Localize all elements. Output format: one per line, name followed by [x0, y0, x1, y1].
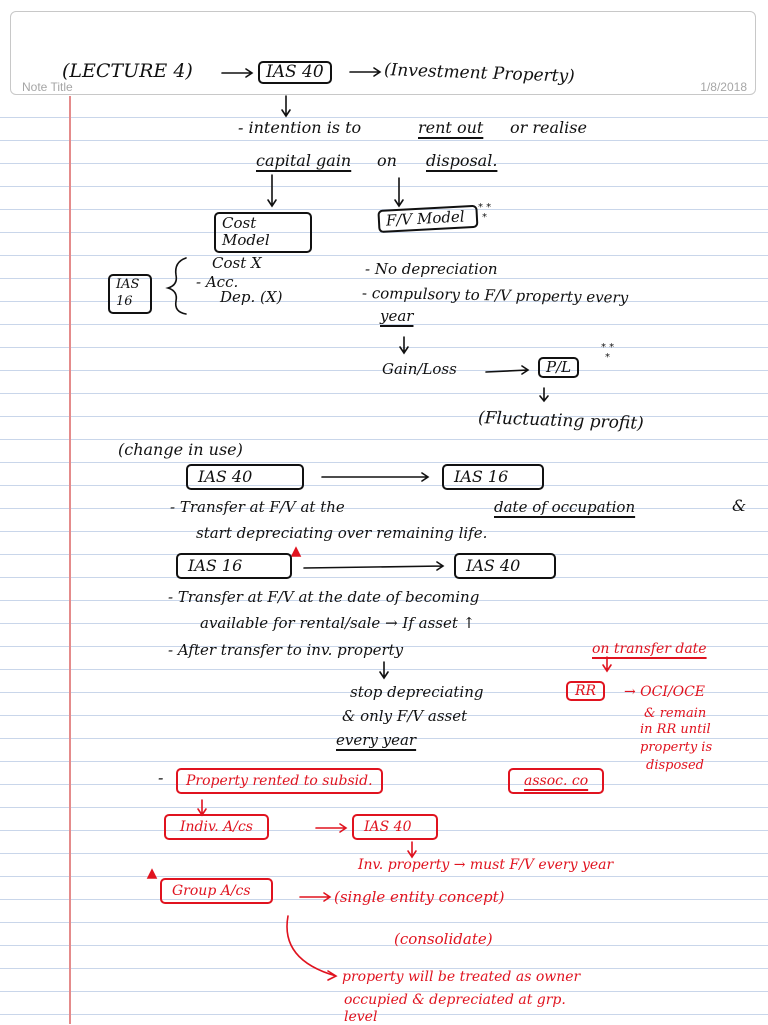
t1-desc-2: start depreciating over remaining life. — [196, 524, 488, 542]
arrow-down-icon — [198, 800, 206, 815]
cost-item-2: - Acc. — [196, 273, 239, 291]
arrow-icon — [316, 824, 346, 832]
arrow-icon — [300, 893, 330, 901]
inv-property-text: Inv. property → must F/V every year — [358, 857, 614, 873]
red-mark-icon — [292, 548, 300, 556]
arrow-down-icon — [400, 337, 408, 353]
after-transfer-text: - After transfer to inv. property — [168, 641, 404, 659]
cost-item-1: Cost X — [212, 254, 262, 272]
rr-box: RR — [566, 681, 605, 701]
property-rented-box: Property rented to subsid. — [176, 768, 383, 794]
group-accounts-box: Group A/cs — [160, 878, 273, 904]
consolidate-text: (consolidate) — [394, 930, 493, 948]
curly-brace-icon — [168, 258, 186, 314]
on-transfer-date-text: on transfer date — [592, 641, 707, 657]
capital-gain-text: capital gain — [256, 151, 352, 170]
every-year-text: every year — [336, 731, 417, 749]
ias40-red-box: IAS 40 — [352, 814, 438, 840]
fv-point-1: - No depreciation — [365, 260, 498, 278]
treated-text-1: property will be treated as owner — [342, 969, 581, 985]
t2-to-box: IAS 40 — [454, 553, 556, 579]
intention-prefix: - intention is to — [238, 118, 362, 137]
t1-desc-1a: - Transfer at F/V at the — [170, 498, 345, 516]
remain-text-4: disposed — [646, 758, 704, 773]
dash-bullet: - — [158, 768, 164, 787]
arrow-icon — [350, 68, 380, 76]
fv-point-2: - compulsory to F/V property every — [361, 284, 629, 307]
assoc-co-box: assoc. co — [508, 768, 604, 794]
note-title-label[interactable]: Note Title — [22, 80, 73, 94]
indiv-accounts-box: Indiv. A/cs — [164, 814, 269, 840]
cost-model-box: Cost Model — [214, 212, 312, 253]
only-fv-asset-text: & only F/V asset — [342, 707, 468, 725]
cost-item-3: Dep. (X) — [220, 288, 283, 306]
remain-text-2: in RR until — [640, 722, 711, 737]
change-in-use-heading: (change in use) — [118, 440, 243, 459]
arrow-down-icon — [603, 657, 611, 671]
on-text: on — [377, 151, 397, 170]
fv-model-box: F/V Model — [377, 205, 478, 233]
stop-depreciating-text: stop depreciating — [350, 683, 484, 701]
oci-text: → OCI/OCE — [624, 684, 706, 700]
arrow-down-icon — [380, 662, 388, 678]
note-date: 1/8/2018 — [700, 80, 747, 94]
arrow-down-icon — [395, 178, 403, 206]
arrow-icon — [222, 69, 252, 77]
svg-text:* *: * * — [478, 202, 492, 213]
svg-text:*: * — [605, 352, 610, 363]
t2-from-box: IAS 16 — [176, 553, 292, 579]
t1-desc-1b: date of occupation — [494, 498, 636, 516]
arrow-down-icon — [408, 842, 416, 857]
t2-desc-1: - Transfer at F/V at the date of becoming — [168, 588, 480, 606]
ias16-box: IAS 16 — [108, 274, 152, 314]
arrow-icon — [486, 366, 528, 374]
disposal-text: disposal. — [426, 151, 498, 170]
svg-text:*: * — [482, 212, 487, 223]
remain-text-3: property is — [640, 740, 713, 755]
arrow-down-icon — [282, 96, 290, 116]
gain-loss-text: Gain/Loss — [382, 360, 457, 378]
svg-text:* *: * * — [601, 342, 615, 353]
arrow-down-icon — [268, 175, 276, 206]
t1-from-box: IAS 40 — [186, 464, 304, 490]
arrow-icon — [304, 562, 443, 570]
t2-desc-2: available for rental/sale → If asset ↑ — [200, 614, 476, 632]
arrow-icon — [322, 473, 428, 481]
lecture-label: (LECTURE 4) — [62, 60, 193, 82]
curved-arrow-icon — [287, 916, 336, 980]
fluctuating-profit-text: (Fluctuating profit) — [477, 408, 645, 434]
arrow-down-icon — [540, 388, 548, 401]
ias40-box: IAS 40 — [258, 61, 332, 84]
rent-out-text: rent out — [418, 118, 484, 137]
remain-text-1: & remain — [644, 706, 707, 721]
or-realise-text: or realise — [510, 118, 587, 137]
red-mark-icon — [148, 870, 156, 878]
pl-box: P/L — [538, 357, 579, 378]
investment-property-label: (Investment Property) — [383, 60, 576, 87]
treated-text-3: level — [344, 1009, 378, 1025]
fv-point-3: year — [380, 307, 414, 325]
t1-desc-1c: & — [732, 496, 747, 515]
treated-text-2: occupied & depreciated at grp. — [344, 992, 566, 1008]
t1-to-box: IAS 16 — [442, 464, 544, 490]
single-entity-text: (single entity concept) — [334, 888, 505, 906]
